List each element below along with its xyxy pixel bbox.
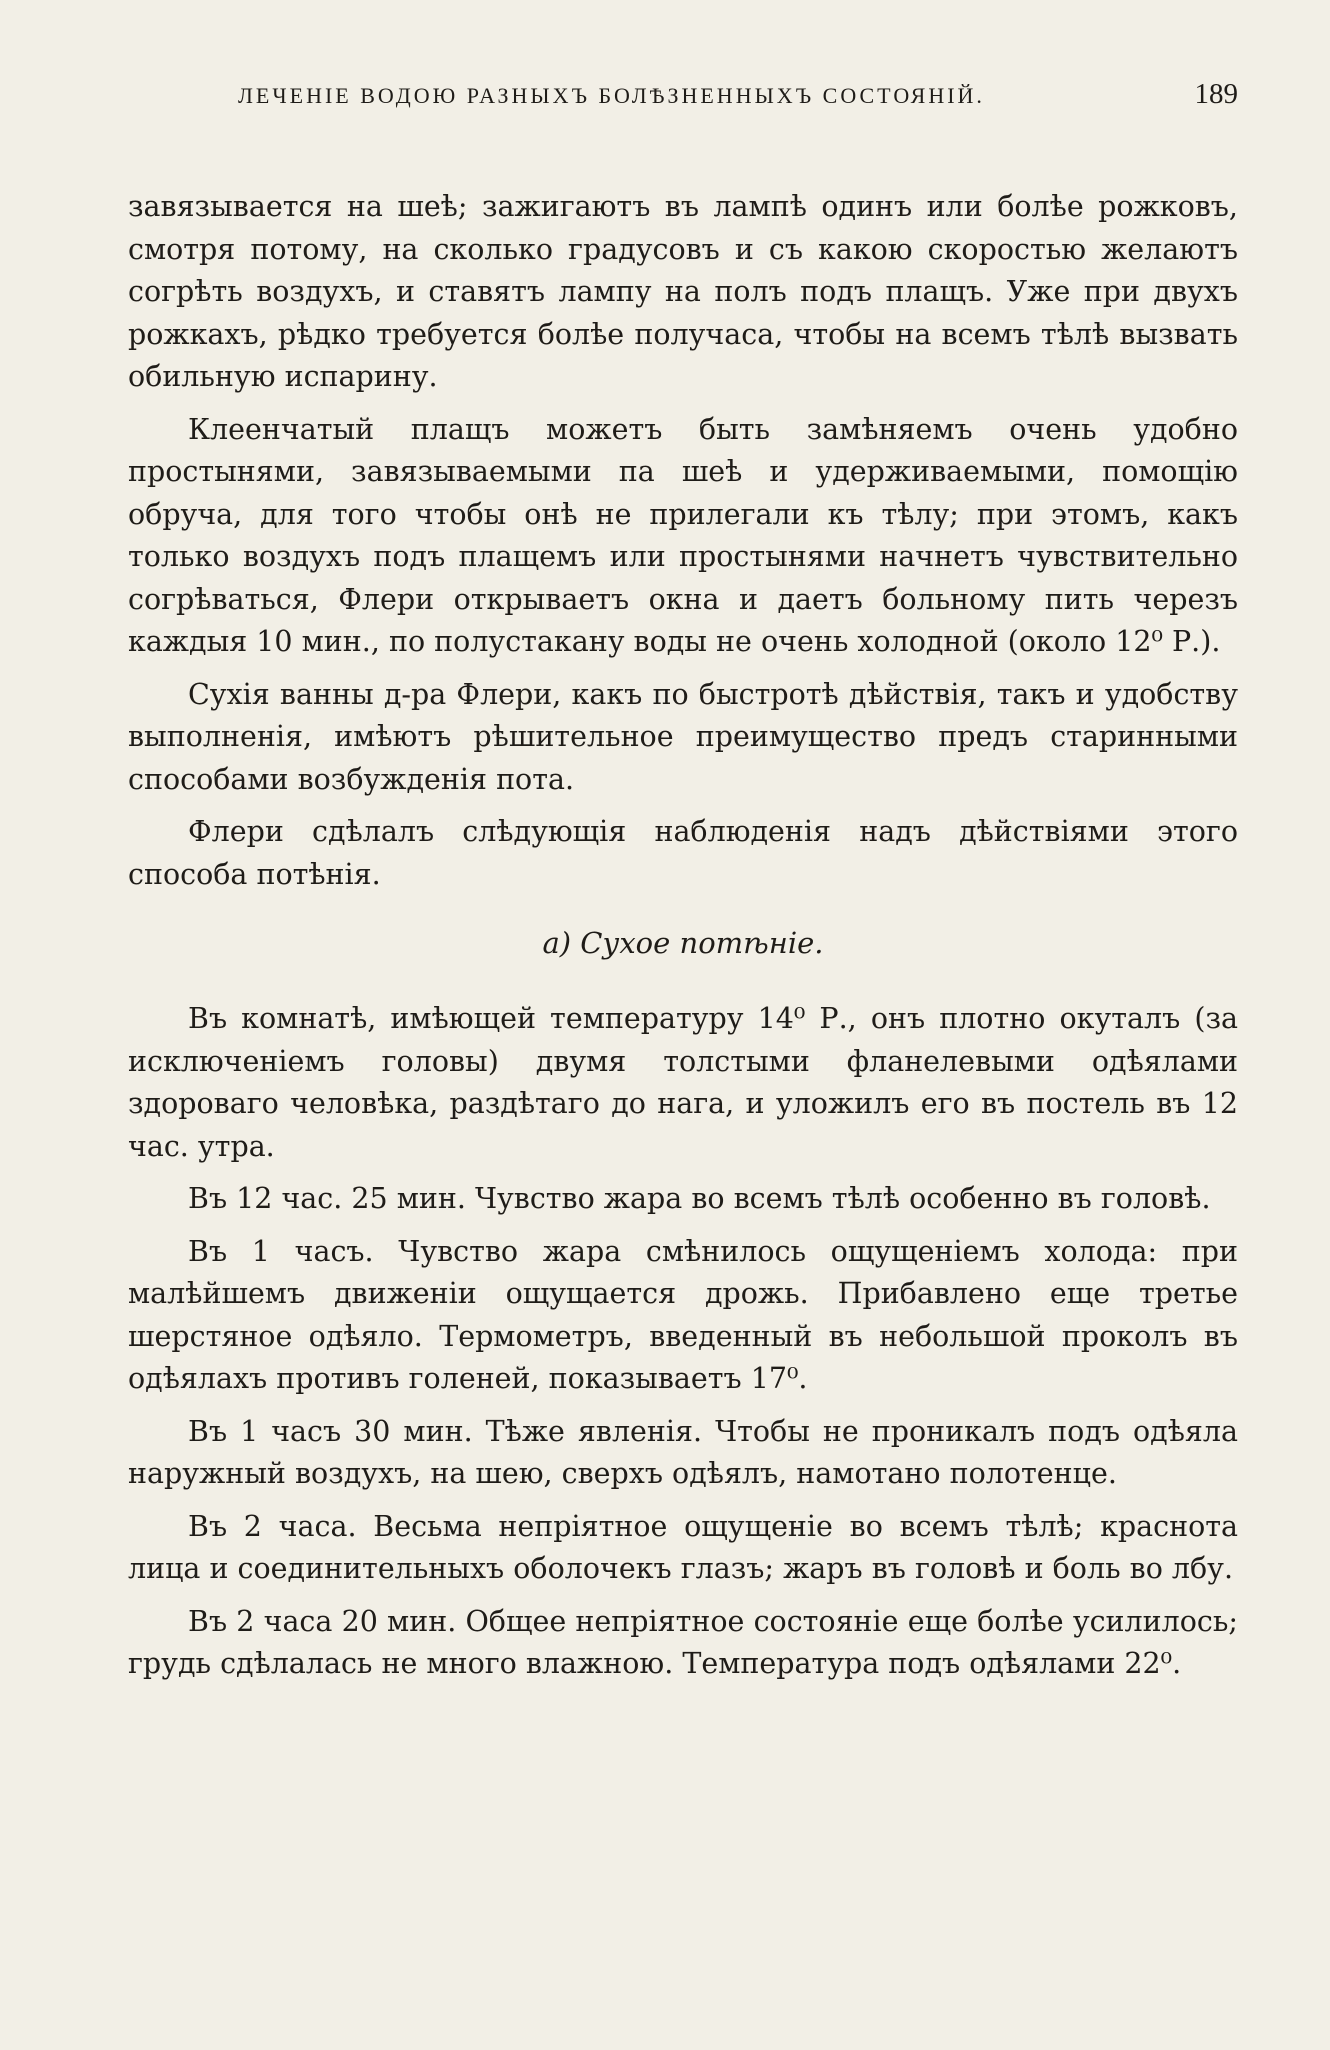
paragraph: Флери сдѣлалъ слѣдующія наблюденія надъ дѣйствіями этого способа потѣнія. xyxy=(128,815,1238,891)
paragraph: Клеенчатый плащъ можетъ быть замѣняемъ очень удобно простынями, завязываемыми па шеѣ и удерживаемыми, помощію обруча, для того чтобы онѣ не прилегали къ тѣлу; при этомъ, какъ только воздухъ подъ плащемъ или простынями начнетъ чувствительно согрѣваться, Флери открываетъ окна и даетъ больному пить черезъ каждыя 10 мин., по полустакану воды не очень холодной (около 12⁰ Р.). xyxy=(128,412,1238,658)
paragraph: Въ 1 часъ. Чувство жара смѣнилось ощущеніемъ холода: при малѣйшемъ движеніи ощущается дрожь. Прибавлено еще третье шерстяное одѣяло. Термометръ, введенный въ небольшой проколъ въ одѣялахъ противъ голеней, показываетъ 17⁰. xyxy=(128,1234,1238,1395)
section-subheading: а) Сухое потѣніе. xyxy=(542,926,824,960)
paragraph: Въ 2 часа 20 мин. Общее непріятное состояніе еще болѣе усилилось; грудь сдѣлалась не много влажною. Температура подъ одѣялами 22⁰. xyxy=(128,1604,1238,1680)
page-number: 189 xyxy=(1194,78,1238,110)
paragraph: Сухія ванны д-ра Флери, какъ по быстротѣ дѣйствія, такъ и удобству выполненія, имѣютъ рѣшительное преимущество предъ старинными способами возбужденія пота. xyxy=(128,677,1238,796)
paragraph: Въ 1 часъ 30 мин. Тѣже явленія. Чтобы не проникалъ подъ одѣяла наружный воздухъ, на шею, сверхъ одѣялъ, намотано полотенце. xyxy=(128,1414,1238,1490)
paragraph: Въ 2 часа. Весьма непріятное ощущеніе во всемъ тѣлѣ; краснота лица и соединительныхъ оболочекъ глазъ; жаръ въ головѣ и боль во лбу. xyxy=(128,1509,1238,1585)
paragraph: завязывается на шеѣ; зажигаютъ въ лампѣ одинъ или болѣе рожковъ, смотря потому, на сколько градусовъ и съ какою скоростью желаютъ согрѣть воздухъ, и ставятъ лампу на полъ подъ плащъ. Уже при двухъ рожкахъ, рѣдко требуется болѣе получаса, чтобы на всемъ тѣлѣ вызвать обильную испарину. xyxy=(128,190,1238,393)
running-head: ЛЕЧЕНІЕ ВОДОЮ РАЗНЫХЪ БОЛѢЗНЕННЫХЪ СОСТОЯНІЙ. xyxy=(238,83,985,108)
page-header xyxy=(238,78,1238,126)
paragraph: Въ комнатѣ, имѣющей температуру 14⁰ Р., онъ плотно окуталъ (за исключеніемъ головы) двумя толстыми фланелевыми одѣялами здороваго человѣка, раздѣтаго до нага, и уложилъ его въ постель въ 12 час. утра. xyxy=(128,1002,1238,1163)
page-body xyxy=(128,186,1238,1686)
paragraph: Въ 12 час. 25 мин. Чувство жара во всемъ тѣлѣ особенно въ головѣ. xyxy=(188,1182,1211,1215)
